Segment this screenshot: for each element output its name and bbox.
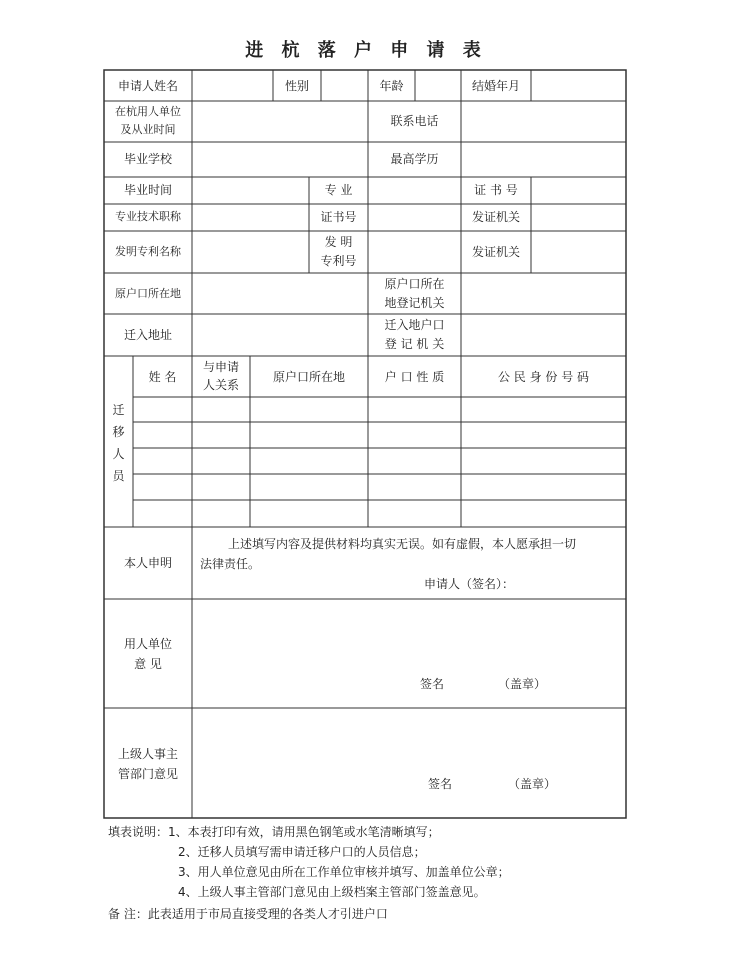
- label-school: 毕业学校: [123, 152, 172, 166]
- label-orig-reg-line1: 原户口所在: [384, 277, 445, 291]
- notes-line-4: 4、上级人事主管部门意见由上级档案主管部门签盖意见。: [178, 885, 486, 899]
- label-marriage-date: 结婚年月: [471, 79, 520, 93]
- label-employer-line2: 及从业时间: [120, 123, 176, 136]
- employer-sign-label: 签名: [420, 677, 445, 691]
- input-school[interactable]: [193, 143, 367, 176]
- input-applicant-name[interactable]: [193, 71, 272, 100]
- side-char-4: 员: [112, 469, 125, 483]
- label-phone: 联系电话: [390, 114, 439, 128]
- input-move-addr[interactable]: [193, 315, 367, 355]
- label-issuer: 发证机关: [471, 210, 520, 224]
- input-gender[interactable]: [322, 71, 367, 100]
- label-cert-no: 证 书 号: [474, 183, 518, 197]
- col-header-relation-line2: 人关系: [202, 378, 239, 392]
- notes-line-1: 填表说明：1、本表打印有效，请用黑色钢笔或水笔清晰填写；: [108, 825, 440, 839]
- col-header-relation-line1: 与申请: [202, 360, 239, 374]
- col-header-name: 姓 名: [148, 370, 177, 384]
- input-title-name[interactable]: [193, 205, 308, 230]
- label-employer-opinion-line2: 意 见: [134, 657, 162, 671]
- label-age: 年龄: [379, 79, 404, 93]
- label-orig-hukou: 原户口所在地: [115, 287, 181, 300]
- label-invent-line1: 发 明: [324, 235, 353, 249]
- col-header-id-number: 公 民 身 份 号 码: [497, 370, 590, 384]
- label-dest-reg-line1: 迁入地户口: [384, 318, 445, 332]
- migrant-row-2[interactable]: [134, 423, 625, 447]
- col-header-hukou-type: 户 口 性 质: [384, 370, 445, 384]
- superior-opinion-area[interactable]: [193, 709, 625, 771]
- notes-line-3: 3、用人单位意见由所在工作单位审核并填写、加盖单位公章；: [178, 865, 510, 879]
- input-issuer2[interactable]: [532, 232, 625, 272]
- label-degree: 最高学历: [390, 152, 439, 166]
- side-char-2: 移: [112, 425, 125, 439]
- label-major: 专 业: [324, 183, 353, 197]
- employer-opinion-area[interactable]: [193, 600, 625, 672]
- input-cert-no[interactable]: [532, 178, 625, 203]
- input-phone[interactable]: [462, 102, 625, 141]
- label-grad-time: 毕业时间: [123, 183, 172, 197]
- label-orig-reg-line2: 地登记机关: [384, 296, 445, 310]
- label-cert-no2: 证书号: [320, 210, 357, 224]
- input-dest-reg[interactable]: [462, 315, 625, 355]
- label-employer-line1: 在杭用人单位: [115, 105, 181, 118]
- migrant-row-4[interactable]: [134, 475, 625, 499]
- label-declaration: 本人申明: [123, 556, 172, 570]
- side-char-1: 迁: [112, 403, 125, 417]
- migrant-row-1[interactable]: [134, 398, 625, 421]
- input-major[interactable]: [369, 178, 460, 203]
- input-issuer[interactable]: [532, 205, 625, 230]
- label-applicant-name: 申请人姓名: [117, 79, 178, 93]
- label-superior-opinion-line2: 管部门意见: [117, 767, 178, 781]
- input-marriage-date[interactable]: [532, 71, 625, 100]
- input-orig-hukou[interactable]: [193, 274, 367, 313]
- col-header-orig-hukou: 原户口所在地: [272, 370, 345, 384]
- migrant-row-5[interactable]: [134, 501, 625, 526]
- input-patent-name[interactable]: [193, 232, 308, 272]
- input-patent-no[interactable]: [369, 232, 460, 272]
- label-gender: 性别: [284, 79, 309, 93]
- label-move-addr: 迁入地址: [123, 328, 172, 342]
- declaration-signature-field[interactable]: [540, 574, 624, 596]
- input-cert-no2[interactable]: [369, 205, 460, 230]
- label-employer-opinion-line1: 用人单位: [123, 637, 172, 651]
- input-grad-time[interactable]: [193, 178, 308, 203]
- input-orig-reg[interactable]: [462, 274, 625, 313]
- superior-seal-label: （盖章）: [508, 777, 557, 791]
- side-char-3: 人: [112, 447, 125, 461]
- notes-remark: 备 注：此表适用于市局直接受理的各类人才引进户口: [108, 907, 388, 921]
- migrant-row-3[interactable]: [134, 449, 625, 473]
- employer-seal-label: （盖章）: [498, 677, 547, 691]
- input-employer[interactable]: [193, 102, 367, 141]
- superior-sign-label: 签名: [428, 777, 453, 791]
- label-invent-line2: 专利号: [320, 254, 357, 268]
- declaration-signature-label: 申请人（签名）：: [424, 577, 515, 591]
- label-patent-name: 发明专利名称: [115, 245, 181, 258]
- label-title-name: 专业技术职称: [115, 210, 181, 223]
- label-issuer2: 发证机关: [471, 245, 520, 259]
- label-dest-reg-line2: 登 记 机 关: [384, 337, 445, 351]
- notes-line-2: 2、迁移人员填写需申请迁移户口的人员信息；: [178, 845, 426, 859]
- form-title: 进 杭 落 户 申 请 表: [245, 40, 487, 61]
- declaration-text-line1: 上述填写内容及提供材料均真实无误。如有虚假，本人愿承担一切: [228, 537, 577, 551]
- declaration-text-line2: 法律责任。: [200, 557, 261, 571]
- label-superior-opinion-line1: 上级人事主: [117, 747, 178, 761]
- input-age[interactable]: [416, 71, 460, 100]
- input-degree[interactable]: [462, 143, 625, 176]
